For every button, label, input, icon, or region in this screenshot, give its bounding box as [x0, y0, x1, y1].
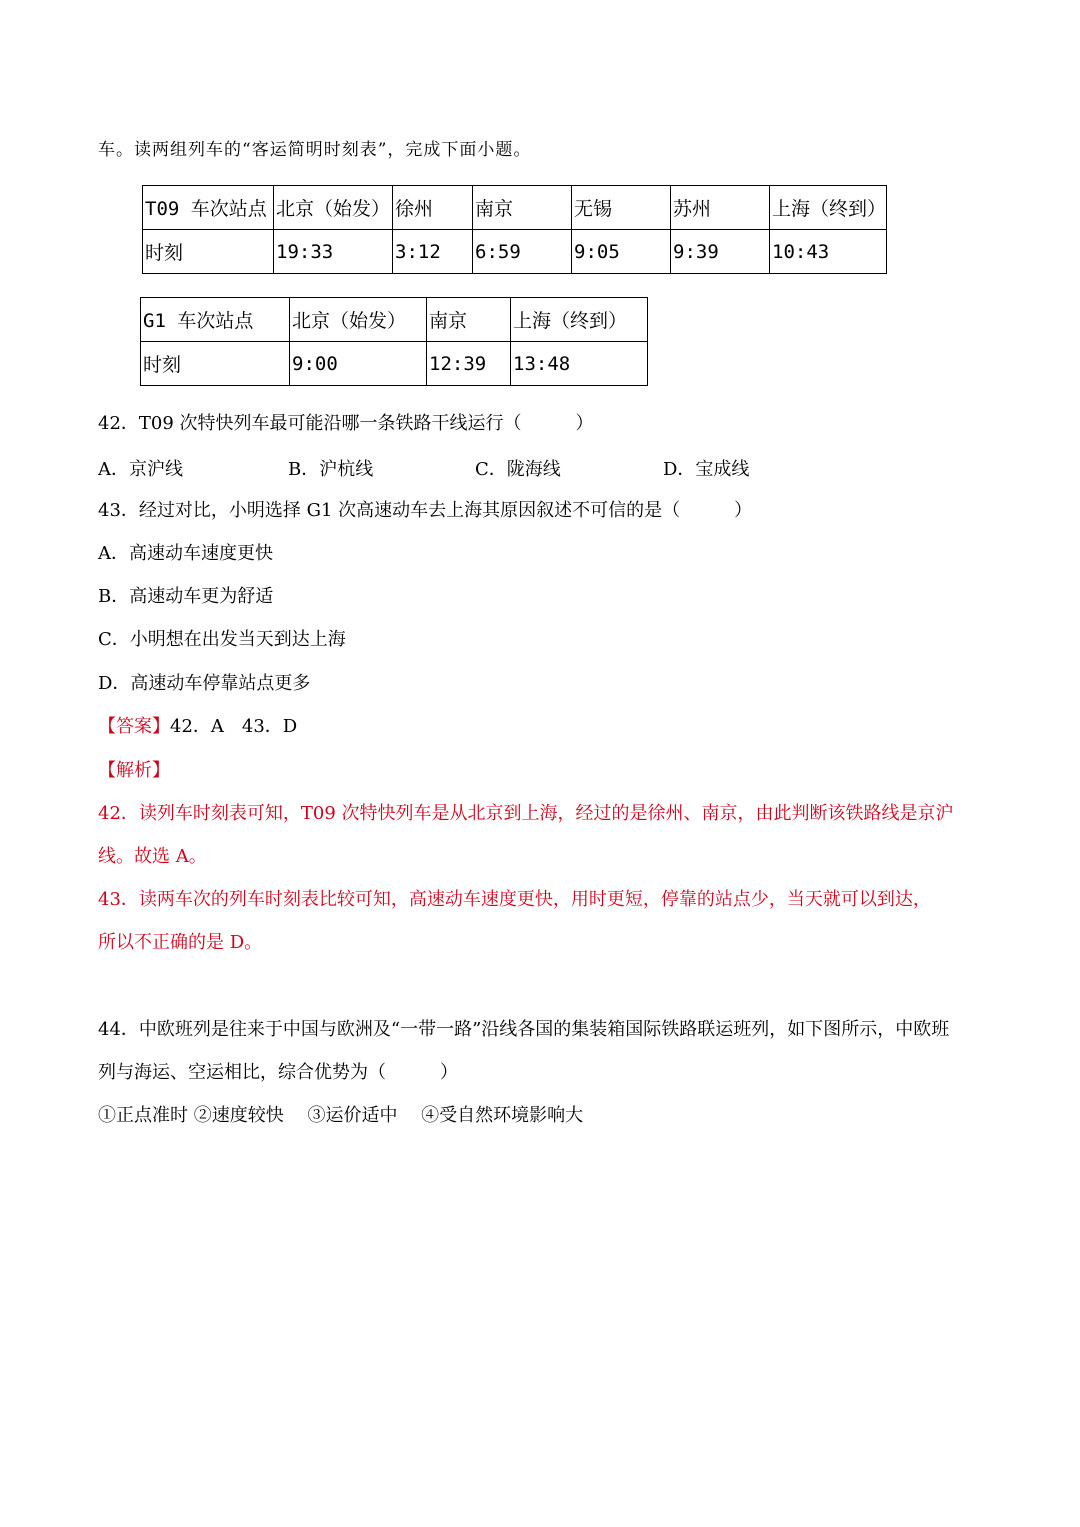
option-a: A．高速动车速度更快 — [98, 543, 273, 564]
table-cell: 北京（始发） — [290, 298, 427, 342]
table-cell: 北京（始发） — [274, 186, 393, 230]
table-cell: 19:33 — [274, 230, 393, 274]
table-row — [141, 298, 648, 342]
answer-line — [98, 715, 297, 739]
table-cell: 无锡 — [572, 186, 671, 230]
question-42-options — [98, 455, 898, 479]
table-cell: 时刻 — [141, 342, 290, 386]
question-44-line1: 44．中欧班列是往来于中国与欧洲及“一带一路”沿线各国的集装箱国际铁路联运班列，如下图所示，中欧班 — [98, 1019, 950, 1040]
table-cell: G1 车次站点 — [141, 298, 290, 342]
option-a: A．京沪线 — [98, 459, 183, 480]
table-cell: 上海（终到） — [770, 186, 887, 230]
analysis-42-line1: 42．读列车时刻表可知，T09 次特快列车是从北京到上海，经过的是徐州、南京，由此判断该铁路线是京沪 — [98, 803, 954, 824]
table-cell: 徐州 — [393, 186, 473, 230]
table-cell: 9:00 — [290, 342, 427, 386]
table-cell: 南京 — [427, 298, 511, 342]
option-c: C．陇海线 — [475, 459, 561, 480]
answer-text: 42．A 43．D — [170, 716, 298, 737]
table-row — [141, 342, 648, 386]
intro-text: 车。读两组列车的“客运简明时刻表”，完成下面小题。 — [98, 140, 532, 160]
analysis-label: 【解析】 — [98, 760, 170, 781]
table-cell: 13:48 — [511, 342, 648, 386]
table-row — [143, 186, 887, 230]
table-cell: 南京 — [473, 186, 572, 230]
analysis-43-line2: 所以不正确的是 D。 — [98, 932, 263, 953]
table-cell: 6:59 — [473, 230, 572, 274]
timetable-t09 — [142, 185, 887, 274]
table-cell: 苏州 — [671, 186, 770, 230]
table-cell: 12:39 — [427, 342, 511, 386]
option-b: B．高速动车更为舒适 — [98, 586, 274, 607]
table-cell: 3:12 — [393, 230, 473, 274]
table-cell: 时刻 — [143, 230, 274, 274]
table-cell: 上海（终到） — [511, 298, 648, 342]
answer-label: 【答案】 — [98, 716, 170, 737]
timetable-g1 — [140, 297, 648, 386]
analysis-42-line2: 线。故选 A。 — [98, 846, 207, 867]
question-44-choices: ①正点准时 ②速度较快 ③运价适中 ④受自然环境影响大 — [98, 1105, 584, 1126]
option-d: D．宝成线 — [663, 459, 750, 480]
analysis-43-line1: 43．读两车次的列车时刻表比较可知，高速动车速度更快，用时更短，停靠的站点少，当天就可以到达， — [98, 889, 931, 910]
table-row — [143, 230, 887, 274]
option-b: B．沪杭线 — [288, 459, 374, 480]
question-42-stem: 42．T09 次特快列车最可能沿哪一条铁路干线运行（ ） — [98, 413, 594, 434]
question-44-line2: 列与海运、空运相比，综合优势为（ ） — [98, 1062, 458, 1083]
table-cell: 9:39 — [671, 230, 770, 274]
table-cell: T09 车次站点 — [143, 186, 274, 230]
table-cell: 10:43 — [770, 230, 887, 274]
option-d: D．高速动车停靠站点更多 — [98, 673, 311, 694]
table-cell: 9:05 — [572, 230, 671, 274]
option-c: C．小明想在出发当天到达上海 — [98, 629, 346, 650]
question-43-stem: 43．经过对比，小明选择 G1 次高速动车去上海其原因叙述不可信的是（ ） — [98, 500, 753, 521]
